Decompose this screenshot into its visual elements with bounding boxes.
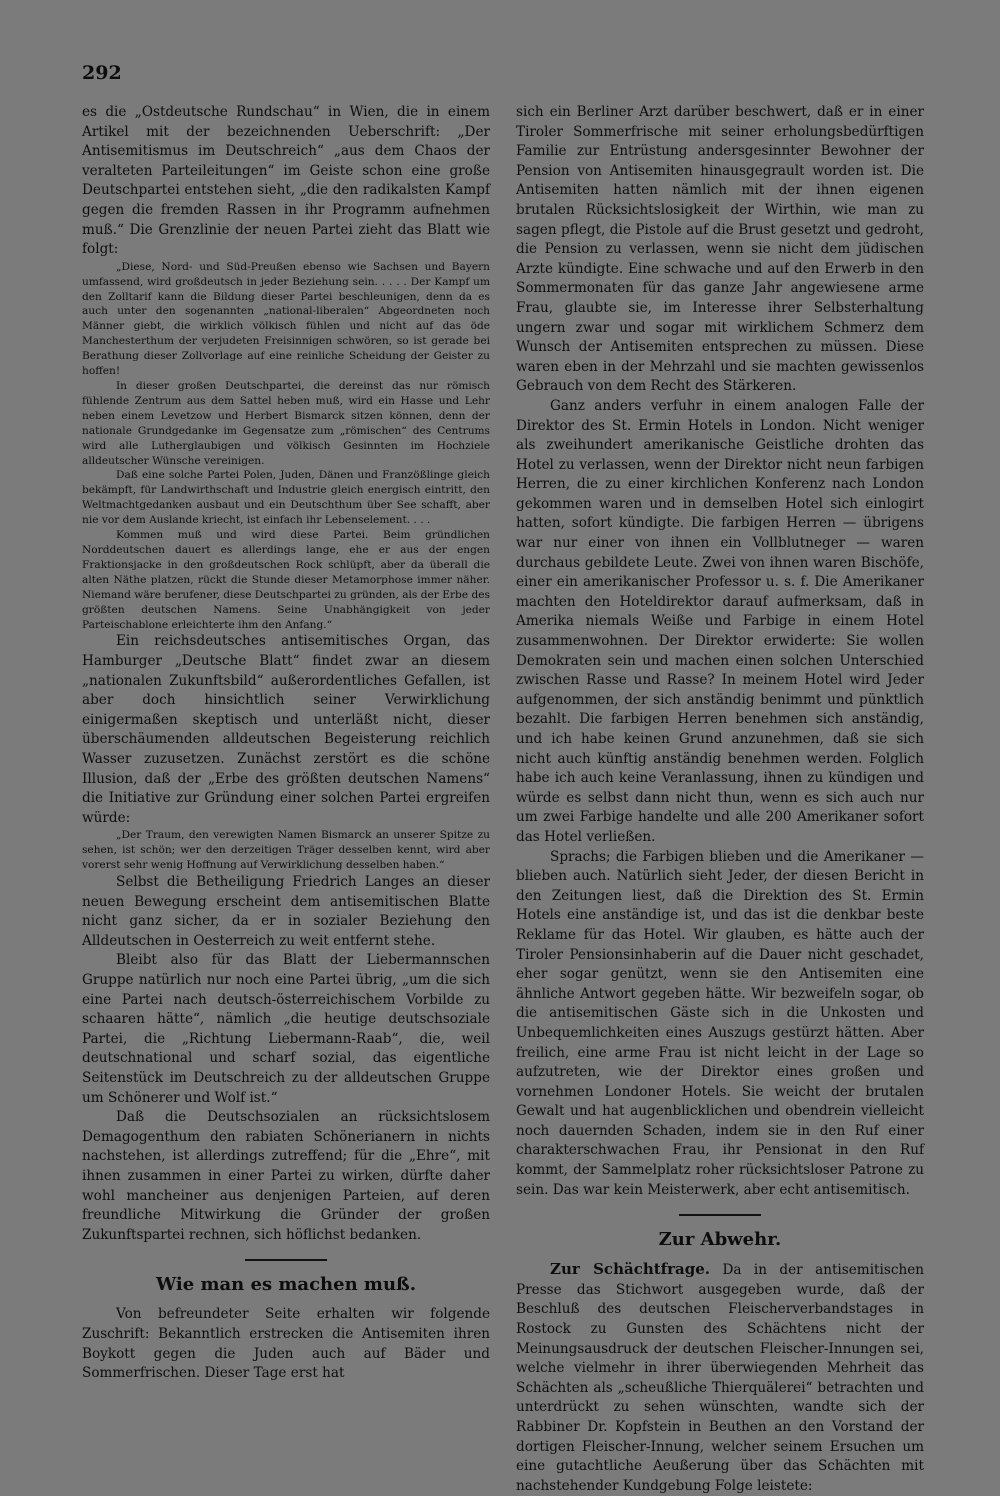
paragraph: Ganz anders verfuhr in einem analogen Falle der Direktor des St. Ermin Hotels in London. Nicht weniger als zweihundert amerikanische Geistliche drohten das Hotel zu verlassen, wenn der Direktor nicht neun farbigen Herren, die zu einer kirchlichen Konferenz nach London gekommen waren und in demselben Hotel sich einlogirt hatten, sofort kündigte. Die farbigen Herren — übrigens war nur einer von ihnen ein Vollblutneger — waren durchaus gebildete Leute. Zwei von ihnen waren Bischöfe, einer ein amerikanischer Professor u. s. f. Die Amerikaner machten den Hoteldirektor darauf aufmerksam, daß in Amerika niemals Weiße und Farbige in einem Hotel zusammenwohnen. Der Direktor erwiderte: Sie wollen Demokraten sein und machen einen solchen Unterschied zwischen Rasse und Rasse? In meinem Hotel wird Jeder aufgenommen, der sich anständig benimmt und pünktlich bezahlt. Die farbigen Herren benehmen sich anständig, und ich habe keinen Grund anzunehmen, daß sie sich nicht auch künftig anständig benehmen werden. Folglich habe ich auch keine Veranlassung, ihnen zu kündigen und würde es selbst dann nicht thun, wenn es sich auch nur um zwei Farbige handelte und alle 200 Amerikaner sofort das Hotel verließen. [516,397,924,845]
paragraph: es die „Ostdeutsche Rundschau“ in Wien, die in einem Artikel mit der bezeichnenden Ueberschrift: „Der Antisemitismus im Deutschreich“ „aus dem Chaos der veralteten Parteileitungen“ im Geiste schon eine große Deutschpartei entstehen sieht, „die den radikalsten Kampf gegen die fremden Rassen in ihr Programm aufnehmen muß.“ Die Grenzlinie der neuen Partei zieht das Blatt wie folgt: [82,104,490,258]
paragraph: Ein reichsdeutsches antisemitisches Organ, das Hamburger „Deutsche Blatt“ findet zwar an diesem „nationalen Zukunftsbild“ außerordentliches Gefallen, ist aber doch hinsichtlich seiner Verwirklichung einigermaßen skeptisch und unterläßt nicht, dieser überschäumenden alldeutschen Begeisterung reichlich Wasser zuzusetzen. Zunächst zerstört es die schöne Illusion, daß der „Erbe des größten deutschen Namens“ die Initiative zur Gründung einer solchen Partei ergreifen würde: [82,633,490,826]
quote-paragraph: „Der Traum, den verewigten Namen Bismarck an unserer Spitze zu sehen, ist schön; wer den derzeitigen Träger desselben kennt, wird aber vorerst sehr wenig Hoffnung auf Verwirklichung desselben haben.“ [82,829,490,872]
quote-paragraph: In dieser großen Deutschpartei, die dereinst das nur römisch fühlende Zentrum aus dem Sattel heben muß, wird ein Hasse und Lehr neben einem Levetzow und Herbert Bismarck sitzen können, denn der nationale Grundgedanke im Gegensatze zum „römischen“ des Centrums wird alle Lutherglaubigen und völkisch Gesinnten im Hochziele alldeutscher Wünsche vereinigen. [82,380,490,467]
quote-paragraph: Daß eine solche Partei Polen, Juden, Dänen und Franzößlinge gleich bekämpft, für Landwirthschaft und Industrie gleich energisch eintritt, den Weltmachtgedanken ausbaut und ein Deutschthum über See schafft, aber nie vor dem Auslande kriecht, ist einfach ihr Lebenselement. . . . [82,469,490,527]
section-heading: Zur Abwehr. [658,1229,782,1251]
paragraph: sich ein Berliner Arzt darüber beschwert, daß er in einer Tiroler Sommerfrische mit seiner erholungsbedürftigen Familie zur Entrüstung andersgesinnter Bewohner der Pension von Antisemiten hinausgegrault worden ist. Die Antisemiten hatten nämlich mit der ihnen eigenen brutalen Rücksichtslosigkeit der Wirthin, wie man zu sagen pflegt, die Pistole auf die Brust gesetzt und gedroht, die Pension zu verlassen, wenn sie nicht dem jüdischen Arzte kündigte. Eine schwache und auf den Erwerb in den Sommermonaten für das ganze Jahr angewiesene arme Frau, glaubte sie, im Interesse ihrer Selbsterhaltung ungern zwar und sogar mit wirklichem Schmerz dem Wunsch der Antisemiten entsprechen zu müssen. Diese waren eben in der Mehrzahl und sie machten gewissenlos Gebrauch von dem Recht des Stärkeren. [516,104,924,395]
paragraph: Von befreundeter Seite erhalten wir folgende Zuschrift: Bekanntlich erstrecken die Antisemiten ihren Boykott gegen die Juden auch auf Bäder und Sommerfrischen. Dieser Tage erst hat [82,1306,490,1382]
quote-paragraph: „Diese, Nord- und Süd-Preußen ebenso wie Sachsen und Bayern umfassend, wird großdeutsch in jeder Beziehung sein. . . . . Der Kampf um den Zolltarif kann die Bildung dieser Partei beschleunigen, denn da es auch unter den sogenannten „national-liberalen“ Abgeordneten noch Männer giebt, die wirklich völkisch fühlen und nicht auf das öde Manchesterthum der verjudeten Freisinnigen schwören, so ist gerade bei Berathung dieser Zollvorlage auf eine reinliche Scheidung der Geister zu hoffen! [82,260,490,378]
subsection-heading: Zur Schächtfrage. [550,1260,710,1279]
quote-paragraph: Kommen muß und wird diese Partei. Beim gründlichen Norddeutschen dauert es allerdings lange, ehe er aus der engen Fraktionsjacke in den großdeutschen Rock schlüpft, aber da überall die alten Näthe platzen, rückt die Stunde dieser Metamorphose immer näher. Niemand wäre berufener, diese Deutschpartei zu gründen, als der Erbe des größten deutschen Namens. Seine Unabhängigkeit von jeder Parteischablone erleichterte ihm den Anfang.“ [82,529,490,631]
paragraph-text: Da in der antisemitischen Presse das Stichwort ausgegeben wurde, daß der Beschluß des deutschen Fleischerverbandstages in Rostock zu Gunsten des Schächtens nicht der Meinungsausdruck der deutschen Fleischer-Innungen sei, welche vielmehr in ihrer überwiegenden Mehrheit das Schächten als „scheußliche Thierquälerei“ betrachten und unterdrückt zu sehen wünschten, wandte sich der Rabbiner Dr. Kopfstein in Beuthen an den Vorstand der dortigen Fleischer-Innung, welcher seinem Ersuchen um eine gutachtliche Aeußerung über das Schächten mit nachstehender Kundgebung Folge leistete: [516,1262,924,1494]
section-divider [679,1214,761,1216]
section-divider [245,1259,327,1261]
right-column [516,103,924,1496]
paragraph: Bleibt also für das Blatt der Liebermannschen Gruppe natürlich nur noch eine Partei übrig, „um die sich eine Partei nach deutsch-österreichischem Vorbilde zu schaaren hätte“, nämlich „die heutige deutschsoziale Partei, die „Richtung Liebermann-Raab“, die, weil deutschnational und scharf sozial, das eigentliche Seitenstück im Deutschreich zu der alldeutschen Gruppe um Schönerer und Wolf ist.“ [82,952,490,1106]
paragraph: Daß die Deutschsozialen an rücksichtslosem Demagogenthum den rabiaten Schönerianern in nichts nachstehen, ist allerdings zutreffend; für die „Ehre“, mit ihnen zusammen in einer Partei zu wirken, dürfte daher wohl mancheiner aus denjenigen Parteien, auf deren freundliche Mitwirkung die Gründer der großen Zukunftspartei rechnen, sich höflichst bedanken. [82,1109,490,1243]
page-number: 292 [82,62,122,84]
article-heading: Wie man es machen muß. [155,1274,416,1296]
paragraph: Sprachs; die Farbigen blieben und die Amerikaner — blieben auch. Natürlich sieht Jeder, der diesen Bericht in den Zeitungen liest, daß die Direktion des St. Ermin Hotels eine anständige ist, und das ist die denkbar beste Reklame für das Hotel. Wir glauben, es hätte auch der Tiroler Pensionsinhaberin auf die Dauer nicht geschadet, eher sogar genützt, wenn sie den Antisemiten eine ähnliche Antwort gegeben hätte. Wir bezweifeln sogar, ob die antisemitischen Gäste sich in die Unkosten und Unbequemlichkeiten eines Auszugs gestürzt hätten. Aber freilich, eine arme Frau ist nicht leicht in der Lage so aufzutreten, wie der Direktor eines großen und vornehmen Londoner Hotels. Sie weicht der brutalen Gewalt und hat augenblicklichen und obendrein vielleicht noch dauernden Schaden, indem sie in den Ruf einer charakterschwachen Frau, ihr Pensionat in den Ruf kommt, der Sammelplatz roher rücksichtsloser Patrone zu sein. Das war kein Meisterwerk, aber echt antisemitisch. [516,848,924,1198]
paragraph [516,1260,924,1496]
left-column [82,103,490,1384]
paragraph: Selbst die Betheiligung Friedrich Langes an dieser neuen Bewegung erscheint dem antisemitischen Blatte nicht ganz sicher, da er in sozialer Beziehung den Alldeutschen in Oesterreich zu weit entfernt stehe. [82,874,490,949]
